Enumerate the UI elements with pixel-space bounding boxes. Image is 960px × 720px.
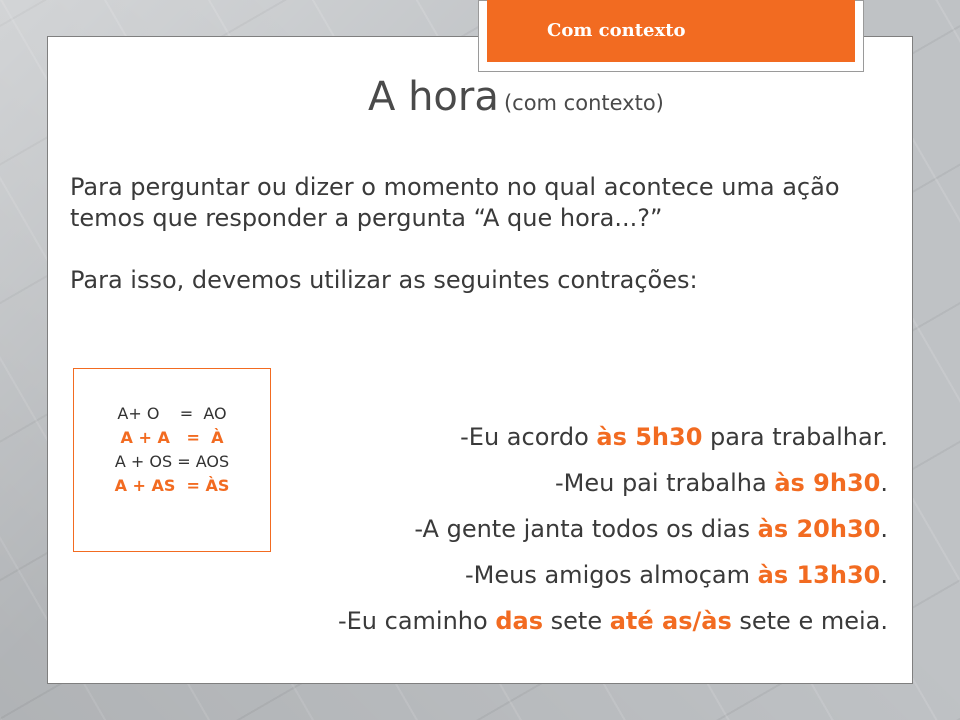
- preposition-highlight: até as/às: [609, 607, 732, 635]
- time-highlight: às 9h30: [774, 469, 881, 497]
- section-tab-label: Com contexto: [547, 20, 686, 41]
- body-text: [70, 172, 860, 296]
- time-highlight: às 5h30: [596, 423, 703, 451]
- contraction-aos: A + OS = AOS: [114, 452, 230, 471]
- time-highlight: às 13h30: [757, 561, 881, 589]
- example-sentence: -Meus amigos almoçam às 13h30.: [465, 561, 888, 589]
- contraction-as-crase: A + AS = ÀS: [114, 476, 230, 495]
- contraction-ao: A+ O = AO: [117, 404, 227, 423]
- example-sentence: -Eu caminho das sete até as/às sete e meia.: [337, 607, 888, 635]
- example-sentence: -A gente janta todos os dias às 20h30.: [414, 515, 888, 543]
- contractions-list: [73, 402, 271, 498]
- example-sentences: [338, 414, 888, 644]
- preposition-highlight: das: [495, 607, 544, 635]
- title-subtitle: (com contexto): [503, 91, 664, 115]
- slide-title: [368, 74, 664, 120]
- example-sentence: -Meu pai trabalha às 9h30.: [554, 469, 888, 497]
- example-sentence: -Eu acordo às 5h30 para trabalhar.: [460, 423, 888, 451]
- contraction-a-crase: A + A = À: [120, 428, 224, 447]
- title-main: A hora: [368, 74, 499, 120]
- time-highlight: às 20h30: [757, 515, 881, 543]
- body-paragraph-contractions: Para isso, devemos utilizar as seguintes contrações:: [70, 266, 698, 294]
- body-paragraph-question: Para perguntar ou dizer o momento no qual acontece uma ação temos que responder a pergunta “A que hora...?”: [70, 173, 840, 232]
